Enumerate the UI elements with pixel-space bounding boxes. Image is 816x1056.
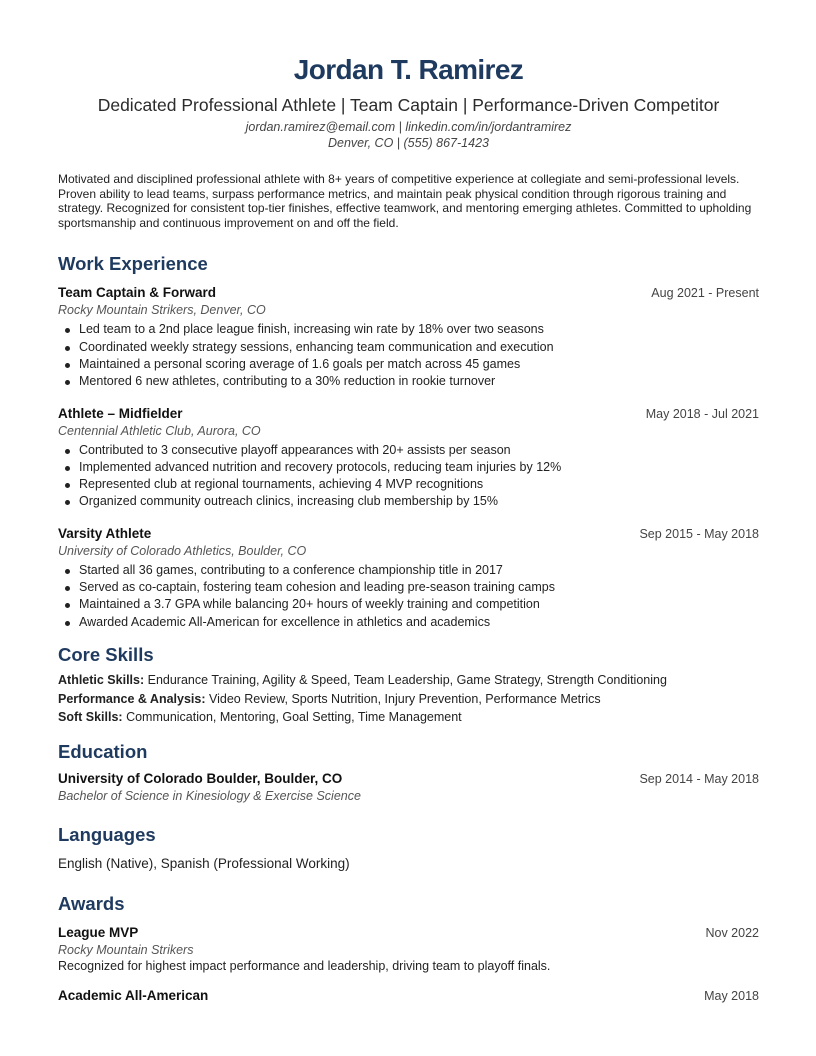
bullet-item: Implemented advanced nutrition and recovery protocols, reducing team injuries by 12%: [58, 459, 759, 476]
bullet-item: Represented club at regional tournaments, achieving 4 MVP recognitions: [58, 476, 759, 493]
award-header: [58, 987, 759, 1005]
bullet-item: Led team to a 2nd place league finish, increasing win rate by 18% over two seasons: [58, 321, 759, 338]
skill-label: Athletic Skills:: [58, 672, 145, 687]
job-organization: Rocky Mountain Strikers, Denver, CO: [58, 303, 266, 318]
degree: Bachelor of Science in Kinesiology & Exercise Science: [58, 789, 361, 804]
job-entry: [58, 405, 759, 511]
job-entry: [58, 284, 759, 390]
award-date: May 2018: [704, 989, 759, 1004]
bullet-item: Maintained a personal scoring average of 1.6 goals per match across 45 games: [58, 356, 759, 373]
section-title-awards: Awards: [58, 893, 125, 915]
section-title-core-skills: Core Skills: [58, 643, 154, 665]
bullet-item: Served as co-captain, fostering team cohesion and leading pre-season training camps: [58, 579, 759, 596]
job-header: [58, 405, 759, 423]
job-title: Team Captain & Forward: [58, 285, 217, 301]
skill-label: Soft Skills:: [58, 710, 123, 725]
job-date: Aug 2021 - Present: [651, 286, 759, 301]
job-title: Varsity Athlete: [58, 525, 152, 541]
skill-values: Endurance Training, Agility & Speed, Team Leadership, Game Strategy, Strength Conditioning: [144, 672, 667, 687]
job-date: Sep 2015 - May 2018: [639, 526, 759, 541]
bullet-item: Coordinated weekly strategy sessions, enhancing team communication and execution: [58, 339, 759, 356]
education-date: Sep 2014 - May 2018: [639, 772, 759, 787]
contact-line-location-phone: Denver, CO | (555) 867-1423: [328, 135, 489, 150]
bullet-item: Mentored 6 new athletes, contributing to a 30% reduction in rookie turnover: [58, 373, 759, 390]
contact-info: [58, 120, 759, 151]
award-entry: [58, 924, 759, 974]
skill-row: [58, 708, 759, 727]
job-header: [58, 284, 759, 302]
award-organization: Rocky Mountain Strikers: [58, 943, 194, 958]
bullet-item: Awarded Academic All-American for excellence in athletics and academics: [58, 614, 759, 631]
award-title: League MVP: [58, 925, 139, 941]
contact-line-email-linkedin: jordan.ramirez@email.com | linkedin.com/in/jordantramirez: [245, 120, 572, 134]
job-organization: Centennial Athletic Club, Aurora, CO: [58, 423, 261, 438]
skill-label: Performance & Analysis:: [58, 691, 206, 706]
section-title-languages: Languages: [58, 824, 156, 846]
job-title: Athlete – Midfielder: [58, 405, 183, 421]
job-bullets: [58, 321, 759, 390]
award-title: Academic All-American: [58, 988, 209, 1004]
bullet-item: Maintained a 3.7 GPA while balancing 20+ hours of weekly training and competition: [58, 596, 759, 613]
bullet-item: Contributed to 3 consecutive playoff appearances with 20+ assists per season: [58, 442, 759, 459]
award-entry: [58, 987, 759, 1005]
skill-row: [58, 671, 759, 690]
candidate-name: Jordan T. Ramirez: [293, 54, 524, 85]
skill-values: Communication, Mentoring, Goal Setting, Time Management: [122, 710, 462, 725]
bullet-item: Organized community outreach clinics, increasing club membership by 15%: [58, 493, 759, 510]
languages-text: English (Native), Spanish (Professional Working): [58, 856, 350, 872]
tagline: Dedicated Professional Athlete | Team Captain | Performance-Driven Competitor: [97, 95, 720, 115]
skills-list: [58, 671, 759, 727]
bullet-item: Started all 36 games, contributing to a conference championship title in 2017: [58, 562, 759, 579]
job-bullets: [58, 442, 759, 511]
section-title-work-experience: Work Experience: [58, 253, 208, 275]
skill-values: Video Review, Sports Nutrition, Injury Prevention, Performance Metrics: [205, 691, 601, 706]
job-header: [58, 525, 759, 543]
education-entry: [58, 770, 759, 805]
school-name: University of Colorado Boulder, Boulder, CO: [58, 771, 343, 787]
job-bullets: [58, 562, 759, 631]
resume-page: [58, 0, 759, 1005]
job-date: May 2018 - Jul 2021: [645, 406, 759, 421]
section-title-education: Education: [58, 741, 148, 763]
award-header: [58, 924, 759, 942]
job-organization: University of Colorado Athletics, Boulder, CO: [58, 543, 307, 558]
award-date: Nov 2022: [705, 926, 759, 941]
summary: Motivated and disciplined professional athlete with 8+ years of competitive experience at collegiate and semi-professional levels. Proven ability to lead teams, surpass performance metrics, and maintain peak physical condition through rigorous training and strategy. Recognized for consistent top-tier finishes, effective teamwork, and mentoring emerging athletes. Committed to upholding sportsmanship and continuous improvement on and off the field.: [58, 172, 752, 230]
skill-row: [58, 690, 759, 709]
job-entry: [58, 525, 759, 631]
award-description: Recognized for highest impact performance and leadership, driving team to playoff finals.: [58, 959, 551, 974]
education-header: [58, 770, 759, 788]
